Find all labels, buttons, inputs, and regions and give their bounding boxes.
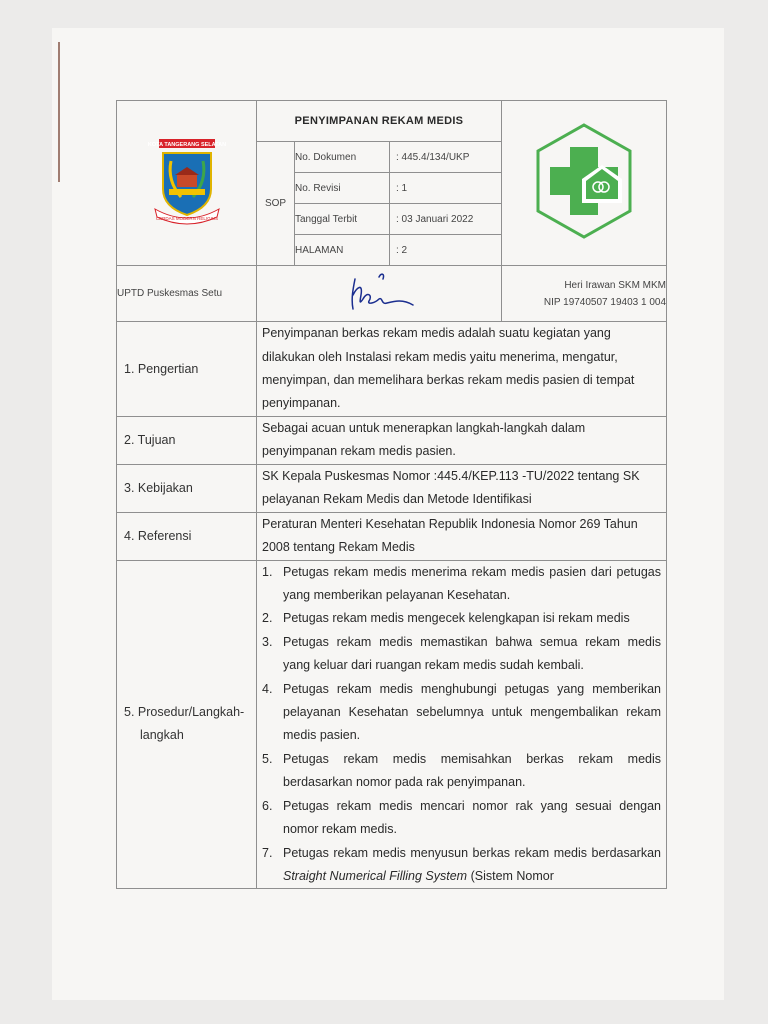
meta-value-halaman: : 2 <box>390 235 502 266</box>
signer-nip: NIP 19740507 19403 1 004 <box>543 296 667 308</box>
meta-value-revisi: : 1 <box>390 173 502 204</box>
procedure-steps-cell <box>257 560 667 889</box>
regional-emblem-icon <box>137 131 237 231</box>
signature-cell <box>257 266 502 322</box>
page-edge-mark <box>58 42 60 182</box>
signature-image <box>329 269 429 313</box>
signer-block <box>502 266 667 322</box>
meta-label-halaman: HALAMAN <box>295 235 390 266</box>
list-item: 2. Petugas rekam medis mengecek kelengkapan isi rekam medis <box>262 611 630 626</box>
text-tujuan: Sebagai acuan untuk menerapkan langkah-langkah dalam penyimpanan rekam medis pasien. <box>257 417 667 465</box>
organization-name: UPTD Puskesmas Setu <box>117 266 257 322</box>
list-item: 5. Petugas rekam medis memisahkan berkas rekam medis berdasarkan nomor pada rak penyimpanan. <box>262 751 662 790</box>
label-pengertian: 1. Pengertian <box>117 322 257 417</box>
label-kebijakan: 3. Kebijakan <box>117 464 257 512</box>
text-kebijakan: SK Kepala Puskesmas Nomor :445.4/KEP.113 -TU/2022 tentang SK pelayanan Rekam Medis dan Metode Identifikasi <box>257 464 667 512</box>
label-referensi: 4. Referensi <box>117 512 257 560</box>
list-item: 7. Petugas rekam medis menyusun berkas rekam medis berdasarkan Straight Numerical Filling System (Sistem Nomor <box>262 845 662 883</box>
label-tujuan: 2. Tujuan <box>117 417 257 465</box>
sop-table <box>116 100 667 889</box>
emblem-motto-text: CERDAS MODERN RELIGIUS <box>155 215 218 221</box>
meta-label-dokumen: No. Dokumen <box>295 142 390 173</box>
signer-name: Heri Irawan SKM MKM <box>564 279 667 291</box>
list-item: 6. Petugas rekam medis mencari nomor rak yang sesuai dengan nomor rekam medis. <box>262 798 662 837</box>
label-prosedur <box>117 560 257 889</box>
meta-value-tanggal: : 03 Januari 2022 <box>390 204 502 235</box>
puskesmas-logo-cell <box>502 101 667 266</box>
text-pengertian: Penyimpanan berkas rekam medis adalah suatu kegiatan yang dilakukan oleh Instalasi rekam medis yaitu menerima, mengatur, menyimpan, dan memelihara berkas rekam medis pasien di tempat penyimpanan. <box>257 322 667 417</box>
list-item: 3. Petugas rekam medis memastikan bahwa semua rekam medis yang keluar dari ruangan rekam medis sudah kembali. <box>262 634 662 673</box>
label-prosedur-line2: langkah <box>140 728 184 743</box>
regional-logo-cell <box>117 101 257 266</box>
list-item: 4. Petugas rekam medis menghubungi petugas yang memberikan pelayanan Kesehatan sebelumnya untuk mengembalikan rekam medis pasien. <box>262 681 662 743</box>
document-title: PENYIMPANAN REKAM MEDIS <box>257 101 502 142</box>
sop-label: SOP <box>257 142 295 266</box>
meta-label-tanggal: Tanggal Terbit <box>295 204 390 235</box>
meta-value-dokumen: : 445.4/134/UKP <box>390 142 502 173</box>
label-prosedur-line1: 5. Prosedur/Langkah- <box>124 705 245 720</box>
procedure-steps-list <box>262 561 661 889</box>
emblem-banner-text: KOTA TANGERANG SELATAN <box>147 141 226 148</box>
list-item: 1. Petugas rekam medis menerima rekam medis pasien dari petugas yang memberikan pelayanan Kesehatan. <box>262 564 662 603</box>
text-referensi: Peraturan Menteri Kesehatan Republik Indonesia Nomor 269 Tahun 2008 tentang Rekam Medis <box>257 512 667 560</box>
puskesmas-logo-icon <box>532 121 636 241</box>
meta-label-revisi: No. Revisi <box>295 173 390 204</box>
